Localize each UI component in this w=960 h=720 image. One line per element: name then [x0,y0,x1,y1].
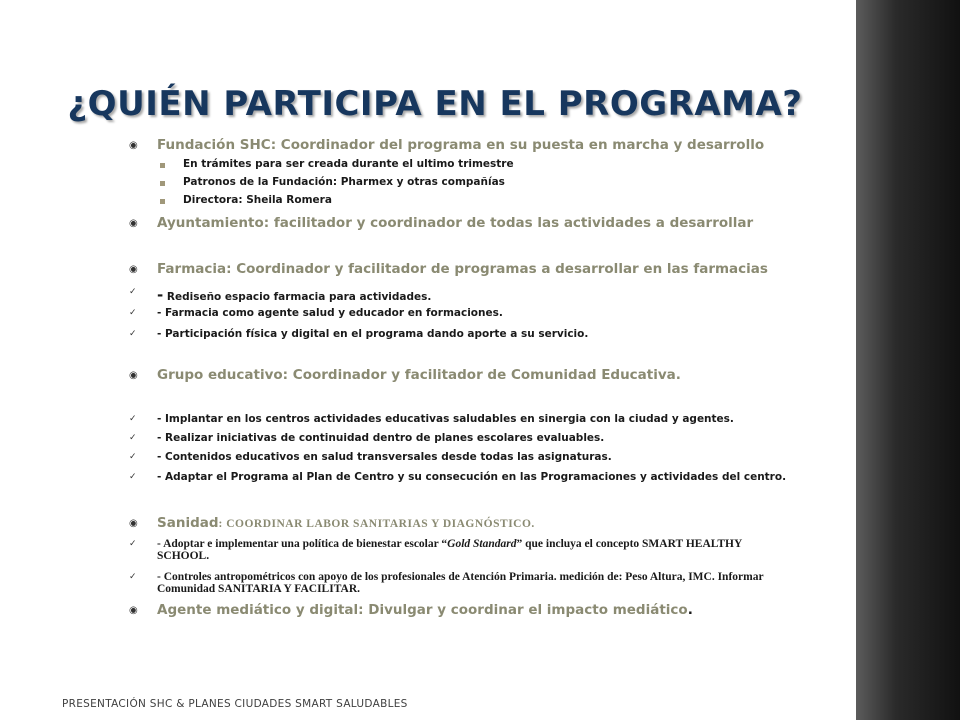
check-icon: ✓ [129,329,137,339]
slide-footer: PRESENTACIÓN SHC & PLANES CIUDADES SMART SALUDABLES [62,698,408,710]
check-item-text [157,286,431,304]
check-item-text: - Implantar en los centros actividades educativas saludables en sinergia con la ciudad y agentes. [157,413,734,425]
square-bullet-icon [160,163,165,168]
check-item-text: - Farmacia como agente salud y educador en formaciones. [157,307,503,319]
check-icon: ✓ [129,472,137,482]
radio-bullet-icon: ◉ [129,218,138,229]
bullet-agente-label [157,602,693,618]
slide-title-wrap [0,84,960,124]
bullet-fundacion-label: Fundación SHC: Coordinador del programa en su puesta en marcha y desarrollo [157,137,765,153]
dash-mark: - [157,286,164,304]
check-item-text-before: - Adoptar e implementar una política de bienestar escolar “ [157,538,448,550]
check-item-text: - Realizar iniciativas de continuidad dentro de planes escolares evaluables. [157,432,605,444]
radio-bullet-icon: ◉ [129,605,138,616]
check-icon: ✓ [129,308,137,318]
bullet-sanidad-label [157,515,535,531]
radio-bullet-icon: ◉ [129,370,138,381]
check-item-text [157,538,777,562]
check-icon: ✓ [129,414,137,424]
bullet-grupo-label: Grupo educativo: Coordinador y facilitador de Comunidad Educativa. [157,367,681,383]
check-icon: ✓ [129,433,137,443]
square-bullet-icon [160,181,165,186]
sub-bullet-text: Patronos de la Fundación: Pharmex y otras compañías [183,176,505,188]
check-item-text: - Participación física y digital en el programa dando aporte a su servicio. [157,328,589,340]
radio-bullet-icon: ◉ [129,264,138,275]
bullet-ayuntamiento-label: Ayuntamiento: facilitador y coordinador de todas las actividades a desarrollar [157,215,754,231]
check-icon: ✓ [129,452,137,462]
check-item-text: - Contenidos educativos en salud transversales desde todas las asignaturas. [157,451,612,463]
sanidad-sublabel: : COORDINAR LABOR SANITARIAS Y DIAGNÓSTICO. [218,518,535,530]
agente-end: . [687,602,693,618]
radio-bullet-icon: ◉ [129,140,138,151]
check-icon: ✓ [129,539,137,549]
check-item-text: - Controles antropométricos con apoyo de los profesionales de Atención Primaria. medición de: Peso Altura, IMC. Informar Comunidad SANITARIA Y FACILITAR. [157,571,764,595]
agente-label: Agente mediático y digital: Divulgar y coordinar el impacto mediático [157,602,688,618]
sub-bullet-text: Directora: Sheila Romera [183,194,332,206]
sub-bullet-text: En trámites para ser creada durante el ultimo trimestre [183,158,514,170]
check-item-text-after: ” que incluya el concepto SMART HEALTHY SCHOOL. [157,538,742,562]
check-item-text-italic: Gold Standard [447,538,517,550]
radio-bullet-icon: ◉ [129,518,138,529]
check-icon: ✓ [129,572,137,582]
check-item-text: - Adaptar el Programa al Plan de Centro y su consecución en las Programaciones y actividades del centro. [157,471,787,483]
check-icon: ✓ [129,287,137,297]
sanidad-label: Sanidad [157,515,219,531]
bullet-farmacia-label: Farmacia: Coordinador y facilitador de programas a desarrollar en las farmacias [157,261,768,277]
slide-title: ¿QUIÉN PARTICIPA EN EL PROGRAMA? [67,84,803,124]
check-item-text-body: Rediseño espacio farmacia para actividades. [163,291,432,303]
square-bullet-icon [160,199,165,204]
